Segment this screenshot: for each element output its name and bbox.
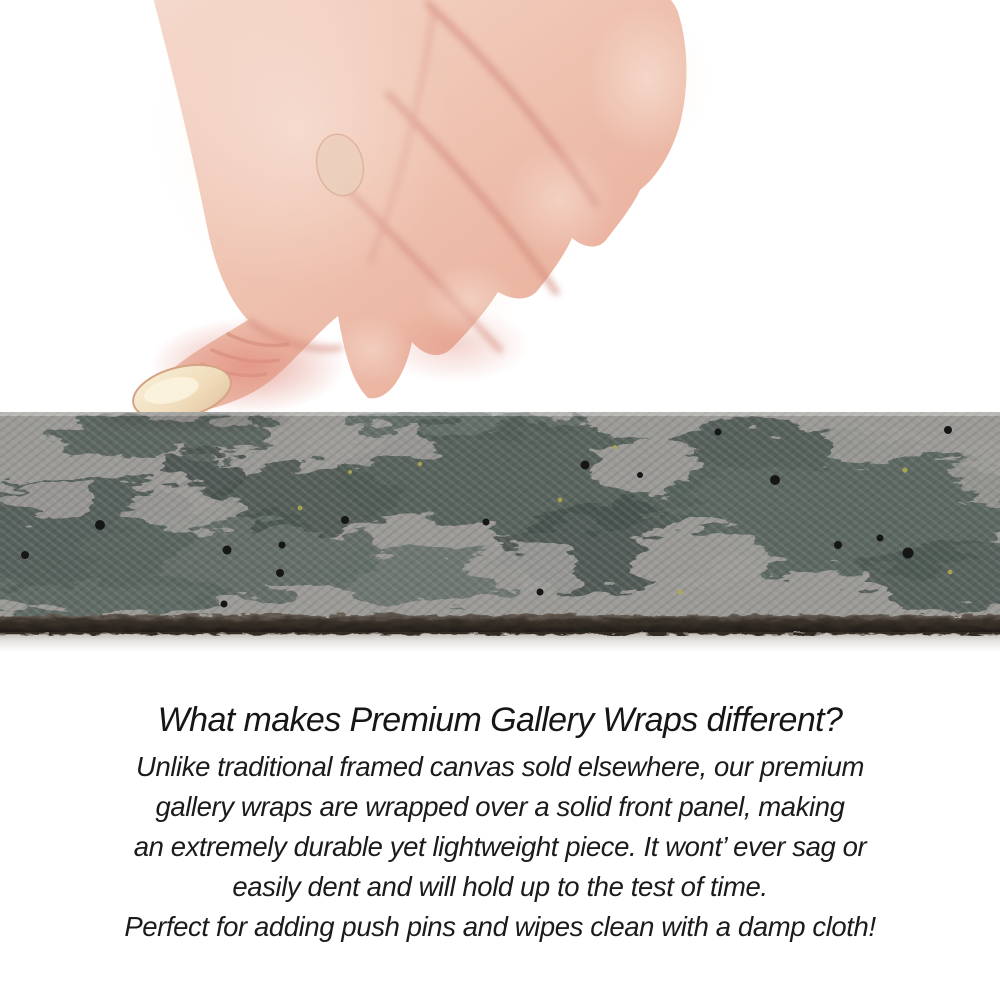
body-line-3: an extremely durable yet lightweight piece. It wont’ ever sag or	[133, 831, 867, 862]
canvas-edge-strip	[0, 412, 1000, 636]
hand-pressing-photo	[0, 0, 760, 430]
body-line-4: easily dent and will hold up to the test of time.	[232, 871, 768, 902]
body-line-1: Unlike traditional framed canvas sold elsewhere, our premium	[135, 751, 864, 782]
body-line-5: Perfect for adding push pins and wipes clean with a damp cloth!	[124, 911, 876, 942]
strip-drop-shadow	[0, 632, 1000, 652]
canvas-grain	[0, 412, 1000, 617]
marketing-copy	[0, 698, 1000, 947]
body-line-2: gallery wraps are wrapped over a solid front panel, making	[155, 791, 845, 822]
headline: What makes Premium Gallery Wraps different?	[157, 701, 843, 739]
